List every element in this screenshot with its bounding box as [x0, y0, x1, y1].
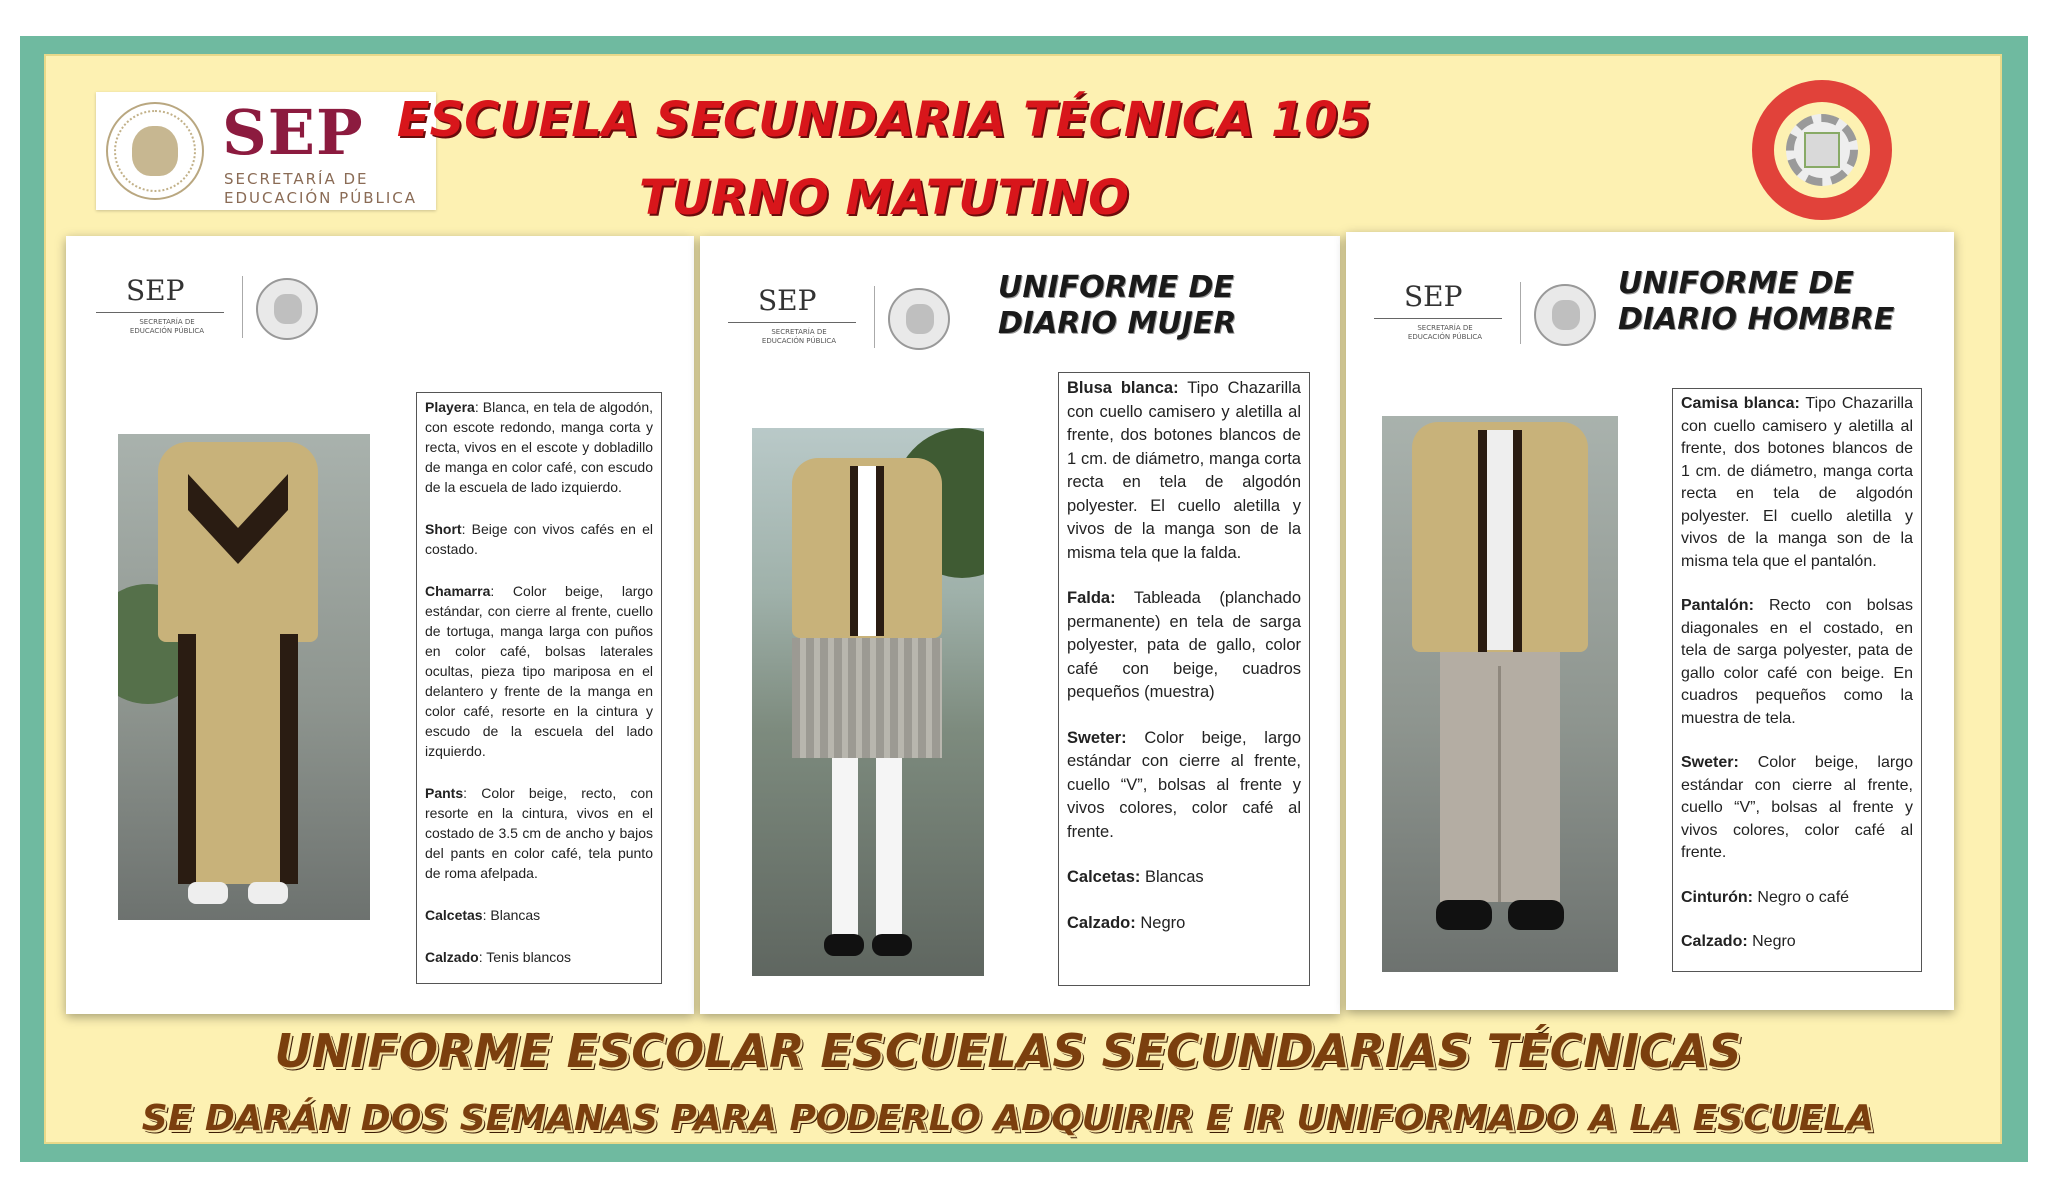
panel-sep-logo: SEP SECRETARÍA DE EDUCACIÓN PÚBLICA: [96, 274, 336, 344]
school-title: ESCUELA SECUNDARIA TÉCNICA 105: [396, 92, 1372, 148]
sep-logo-text: SEP: [222, 96, 364, 169]
shift-title: TURNO MATUTINO: [639, 170, 1129, 226]
item-calzado: Calzado: Negro: [1067, 913, 1186, 932]
title-uniforme-hombre: UNIFORME DE DIARIO HOMBRE: [1618, 266, 1895, 337]
title-uniforme-mujer: UNIFORME DE DIARIO MUJER: [998, 270, 1237, 341]
item-sweter: Sweter: Color beige, largo estándar con cierre al frente, cuello “V”, bolsas al frente y vivos colores, color café al frente.: [1681, 754, 1913, 861]
school-badge-icon: [1752, 80, 1892, 220]
item-blusa: Blusa blanca: Tipo Chazarilla con cuello camisero y aletilla al frente, dos botones blancos de 1 cm. de diámetro, manga corta recta en tela de algodón polyester. El cuello aletilla y vivos de la manga son de la misma tela que la falda.: [1067, 379, 1301, 562]
panel-uniforme-hombre: [1346, 232, 1954, 1010]
item-camisa: Camisa blanca: Tipo Chazarilla con cuello camisero y aletilla al frente, dos botones blancos de 1 cm. de diámetro, manga corta recta en tela de algodón polyester. El cuello aletilla y vivos de la manga son de la misma tela que el pantalón.: [1681, 395, 1913, 570]
item-falda: Falda: Tableada (planchado permanente) en tela de sarga polyester, pata de gallo, color café con beige, cuadros pequeños (muestra): [1067, 589, 1301, 701]
item-chamarra: Chamarra: Color beige, largo estándar, con cierre al frente, cuello de tortuga, manga larga con puños en color café, bolsas laterales ocultas, pieza tipo mariposa en el delantero y frente de la manga en color café, resorte en la cintura y escudo de la escuela del lado izquierdo.: [425, 583, 653, 759]
photo-uniforme-deportivo: [118, 434, 370, 920]
item-pantalon: Pantalón: Recto con bolsas diagonales en el costado, en tela de sarga polyester, pata de gallo color café con beige. En cuadros pequeños como la muestra de tela.: [1681, 597, 1913, 727]
mexico-seal-icon: [1534, 284, 1596, 346]
panel-sep-logo: SEP SECRETARÍA DE EDUCACIÓN PÚBLICA: [1374, 280, 1614, 350]
footer-notice: SE DARÁN DOS SEMANAS PARA PODERLO ADQUIRIR E IR UNIFORMADO A LA ESCUELA: [141, 1098, 1875, 1139]
item-cinturon: Cinturón: Negro o café: [1681, 888, 1850, 906]
photo-uniforme-hombre: [1382, 416, 1618, 972]
footer-title: UNIFORME ESCOLAR ESCUELAS SECUNDARIAS TÉCNICAS: [274, 1024, 1742, 1078]
item-calzado: Calzado: Tenis blancos: [425, 949, 572, 965]
mexico-seal-icon: [256, 278, 318, 340]
text-uniforme-hombre: [1672, 388, 1922, 972]
panel-sep-logo: SEP SECRETARÍA DE EDUCACIÓN PÚBLICA: [728, 284, 968, 354]
item-playera: Playera: Blanca, en tela de algodón, con escote redondo, manga corta y recta, vivos en el escote y dobladillo de manga en color café, con escudo de la escuela de lado izquierdo.: [425, 399, 653, 495]
mexico-seal-icon: [888, 288, 950, 350]
panel-uniforme-mujer: [700, 236, 1340, 1014]
panel-uniforme-deportivo: [66, 236, 694, 1014]
item-pants: Pants: Color beige, recto, con resorte en la cintura, vivos en el costado de 3.5 cm de ancho y bajos del pants en color café, tela punto de roma afelpada.: [425, 785, 653, 881]
item-calcetas: Calcetas: Blancas: [1067, 868, 1204, 886]
item-short: Short: Beige con vivos cafés en el costado.: [425, 521, 653, 557]
item-sweter: Sweter: Color beige, largo estándar con cierre al frente, cuello “V”, bolsas al frente y vivos colores, color café al frente.: [1067, 728, 1301, 841]
sep-logo-subtitle: SECRETARÍA DE EDUCACIÓN PÚBLICA: [224, 170, 418, 207]
text-uniforme-mujer: [1058, 372, 1310, 986]
photo-uniforme-mujer: [752, 428, 984, 976]
item-calzado: Calzado: Negro: [1681, 933, 1796, 950]
item-calcetas: Calcetas: Blancas: [425, 907, 541, 923]
text-uniforme-deportivo: [416, 392, 662, 984]
